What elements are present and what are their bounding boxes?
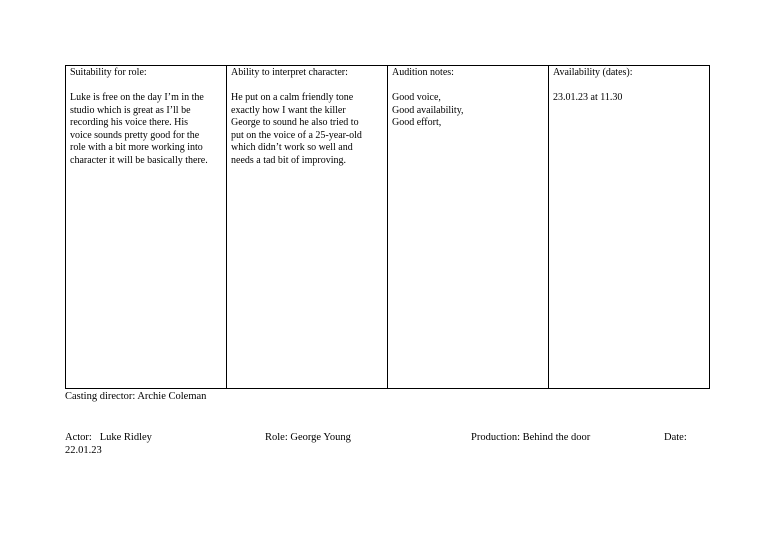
text-line: Good effort,: [392, 117, 442, 128]
date-label: Date:: [664, 432, 687, 443]
suitability-text: [70, 92, 222, 167]
text-line: put on the voice of a 25-year-old: [231, 129, 362, 141]
interpretation-header: Ability to interpret character:: [231, 67, 348, 78]
text-line: recording his voice there. His: [70, 117, 189, 128]
suitability-column: [66, 66, 227, 388]
text-line: needs a tad bit of improving.: [231, 154, 346, 166]
audition-notes-table: [65, 65, 710, 389]
text-line: which didn’t work so well and: [231, 142, 353, 153]
audition-notes-column: [388, 66, 549, 388]
text-line: character it will be basically there.: [70, 154, 208, 166]
text-line: exactly how I want the killer: [231, 104, 346, 116]
availability-column: [549, 66, 709, 388]
interpretation-column: [227, 66, 388, 388]
text-line: Luke is free on the day I’m in the: [70, 92, 204, 103]
text-line: Good availability,: [392, 104, 464, 116]
date-value: 22.01.23: [65, 445, 102, 456]
interpretation-text: [231, 92, 383, 167]
casting-director: Casting director: Archie Coleman: [65, 391, 207, 402]
text-line: 23.01.23 at 11.30: [553, 92, 623, 103]
audition-notes-header: Audition notes:: [392, 67, 454, 78]
text-line: studio which is great as I’ll be: [70, 104, 191, 116]
production-name: Production: Behind the door: [471, 432, 591, 443]
text-line: Good voice,: [392, 92, 441, 103]
audition-notes-text: [392, 92, 544, 130]
text-line: He put on a calm friendly tone: [231, 92, 354, 103]
role-name: Role: George Young: [265, 432, 351, 443]
suitability-header: Suitability for role:: [70, 67, 147, 78]
text-line: voice sounds pretty good for the: [70, 129, 200, 141]
text-line: George to sound he also tried to: [231, 117, 359, 128]
text-line: role with a bit more working into: [70, 142, 203, 153]
availability-text: [553, 92, 705, 105]
actor-name: Actor: Luke Ridley: [65, 432, 152, 443]
availability-header: Availability (dates):: [553, 67, 633, 78]
